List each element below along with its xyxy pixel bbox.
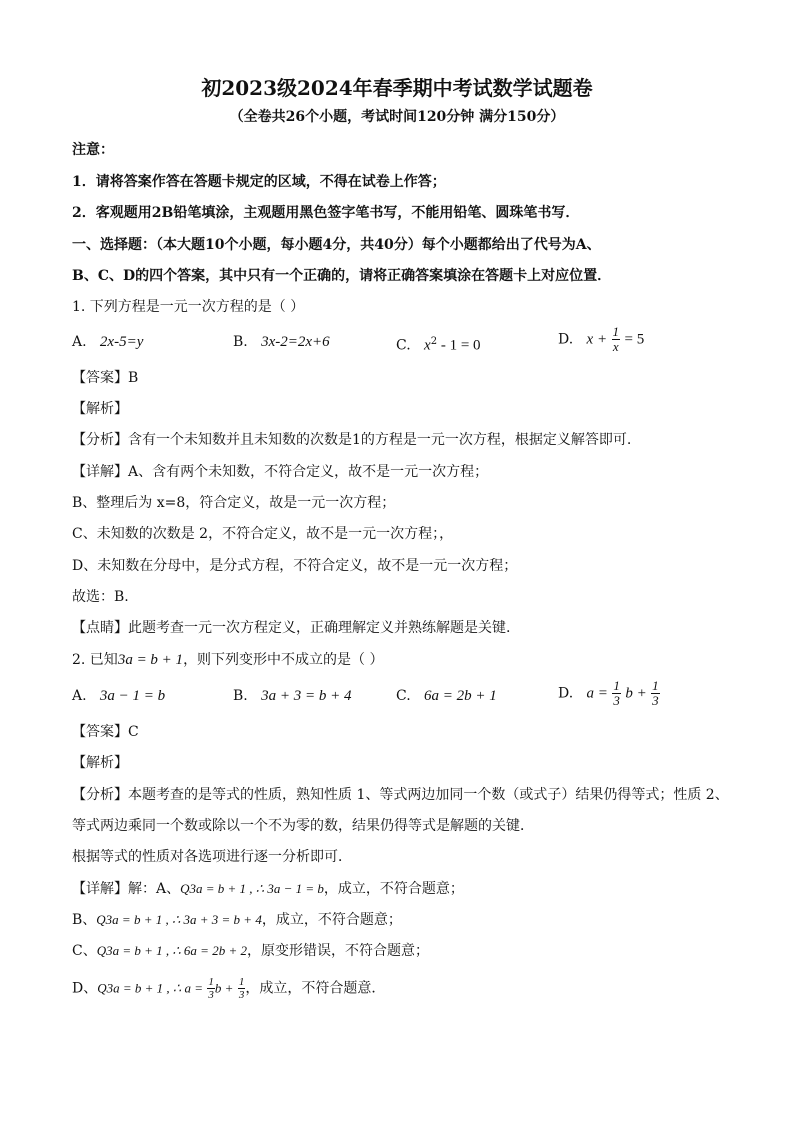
q2-option-d-fraction-1 <box>612 679 621 708</box>
q2-detail-d-den1: 3 <box>208 989 214 1001</box>
q2-stem-post: ，则下列变形中不成立的是（ ） <box>183 652 384 668</box>
q2-detail-b-post: ，成立，不符合题意； <box>261 912 402 928</box>
q2-option-a-label: A. <box>72 688 87 704</box>
q2-option-d-den2: 3 <box>652 693 659 708</box>
q2-option-c-label: C. <box>396 688 411 704</box>
q2-detail-a-expr: Q3a = b + 1 , ∴ 3a − 1 = b <box>180 881 324 896</box>
q1-option-b-label: B. <box>233 334 248 350</box>
q1-option-b-expr: 3x-2=2x+6 <box>261 334 330 350</box>
q2-detail-a-post: ，成立，不符合题意； <box>323 881 464 897</box>
note-item-2: 2．客观题用2B铅笔填涂，主观题用黑色签字笔书写，不能用铅笔、圆珠笔书写． <box>72 205 580 221</box>
q1-option-d-den: x <box>612 339 619 354</box>
q2-detail-b-pre: B、 <box>72 912 97 928</box>
q1-option-d-post: = 5 <box>624 331 645 348</box>
q2-stem <box>72 650 384 670</box>
q2-stem-pre: 2. 已知 <box>72 652 118 668</box>
q2-detail-a <box>72 879 464 899</box>
q1-option-d-num: 1 <box>612 324 620 339</box>
q2-option-d-den1: 3 <box>613 693 620 708</box>
q1-option-c <box>396 332 481 356</box>
q2-option-d-num2: 1 <box>652 678 659 693</box>
q1-option-d-fraction <box>612 325 621 354</box>
page-title: 初2023级2024年春季期中考试数学试题卷 <box>201 76 593 100</box>
q2-option-d <box>558 679 660 708</box>
q2-analysis: 【解析】 <box>72 755 128 771</box>
q2-detail-a-pre: 【详解】解：A、 <box>72 881 181 897</box>
q2-stem-expr: 3a = b + 1 <box>117 652 184 668</box>
section-1-line-1: 一、选择题：（本大题10个小题，每小题4分，共40分）每个小题都给出了代号为A、 <box>72 237 601 253</box>
q1-option-c-base: x <box>424 337 431 354</box>
q2-detail-d-fraction-1 <box>207 976 215 1001</box>
q1-option-c-label: C. <box>396 337 411 354</box>
q2-option-a <box>72 686 165 706</box>
q2-detail-c <box>72 941 429 961</box>
q1-option-c-exp: 2 <box>430 336 438 347</box>
q2-option-d-label: D. <box>558 685 574 702</box>
q2-detail-d-num2: 1 <box>238 976 245 988</box>
q2-detail-c-post: ，原变形错误，不符合题意； <box>246 943 429 959</box>
note-item-1: 1．请将答案作答在答题卡规定的区域，不得在试卷上作答； <box>72 174 446 190</box>
q1-option-d <box>558 325 644 354</box>
q2-detail-b <box>72 910 402 930</box>
q2-option-b-label: B. <box>233 688 248 704</box>
page-subtitle: （全卷共26个小题，考试时间120分钟 满分150分） <box>229 109 565 125</box>
q2-detail-d-num1: 1 <box>208 976 214 988</box>
q2-detail-d-den2: 3 <box>238 989 245 1001</box>
q2-option-c-expr: 6a = 2b + 1 <box>424 688 497 704</box>
q1-option-c-rest: - 1 = 0 <box>437 337 481 354</box>
q2-fenxi-3: 根据等式的性质对各选项进行逐一分析即可． <box>72 849 352 865</box>
q2-detail-b-expr: Q3a = b + 1 , ∴ 3a + 3 = b + 4 <box>96 912 262 927</box>
q1-detail-d: D、未知数在分母中，是分式方程，不符合定义，故不是一元一次方程； <box>72 558 518 574</box>
q2-detail-d-pre: D、 <box>72 980 98 997</box>
q1-option-a <box>72 332 143 352</box>
q2-option-b <box>233 686 351 706</box>
q2-detail-d-expr: Q3a = b + 1 , ∴ a = <box>97 980 203 996</box>
q1-analysis: 【解析】 <box>72 401 128 417</box>
q2-detail-d <box>72 976 385 1001</box>
q1-xiangjie: 【详解】A、含有两个未知数，不符合定义，故不是一元一次方程； <box>72 464 489 480</box>
q2-detail-c-expr: Q3a = b + 1 , ∴ 6a = 2b + 2 <box>96 943 247 958</box>
q2-option-d-num1: 1 <box>613 678 620 693</box>
notes-label: 注意： <box>72 142 114 158</box>
q2-option-d-mid: b + <box>625 685 647 702</box>
q1-option-d-label: D. <box>558 331 574 348</box>
q1-answer: 【答案】B <box>72 370 139 386</box>
q1-stem: 1. 下列方程是一元一次方程的是（ ） <box>72 299 305 315</box>
q2-option-d-fraction-2 <box>651 679 660 708</box>
q1-option-a-expr: 2x-5=y <box>99 334 144 350</box>
q2-option-c <box>396 686 497 706</box>
q1-detail-c: C、未知数的次数是 2，不符合定义，故不是一元一次方程；， <box>72 526 454 542</box>
q2-detail-d-post: ，成立，不符合题意． <box>245 980 386 997</box>
q2-detail-d-mid: b + <box>214 980 234 996</box>
q2-option-d-pre: a = <box>586 685 608 702</box>
q1-option-d-pre: x + <box>586 331 608 348</box>
q2-answer: 【答案】C <box>72 724 139 740</box>
q1-fenxi: 【分析】含有一个未知数并且未知数的次数是1的方程是一元一次方程，根据定义解答即可. <box>72 432 632 448</box>
q1-choice: 故选：B. <box>72 589 129 605</box>
q2-fenxi-1: 【分析】本题考查的是等式的性质，熟知性质 1、等式两边加同一个数（或式子）结果仍得等式；性质 2、 <box>72 787 729 803</box>
q1-detail-b: B、整理后为 x=8，符合定义，故是一元一次方程； <box>72 495 396 511</box>
q2-option-b-expr: 3a + 3 = b + 4 <box>261 688 352 704</box>
q1-dianjing: 【点睛】此题考查一元一次方程定义，正确理解定义并熟练解题是关键. <box>72 620 511 636</box>
section-1-line-2: B、C、D的四个答案，其中只有一个正确的，请将正确答案填涂在答题卡上对应位置． <box>72 268 612 284</box>
q2-fenxi-2: 等式两边乘同一个数或除以一个不为零的数，结果仍得等式是解题的关键． <box>72 818 534 834</box>
q2-detail-c-pre: C、 <box>72 943 97 959</box>
q2-option-a-expr: 3a − 1 = b <box>99 688 166 704</box>
q1-option-b <box>233 332 330 352</box>
q1-option-a-label: A. <box>72 334 87 350</box>
